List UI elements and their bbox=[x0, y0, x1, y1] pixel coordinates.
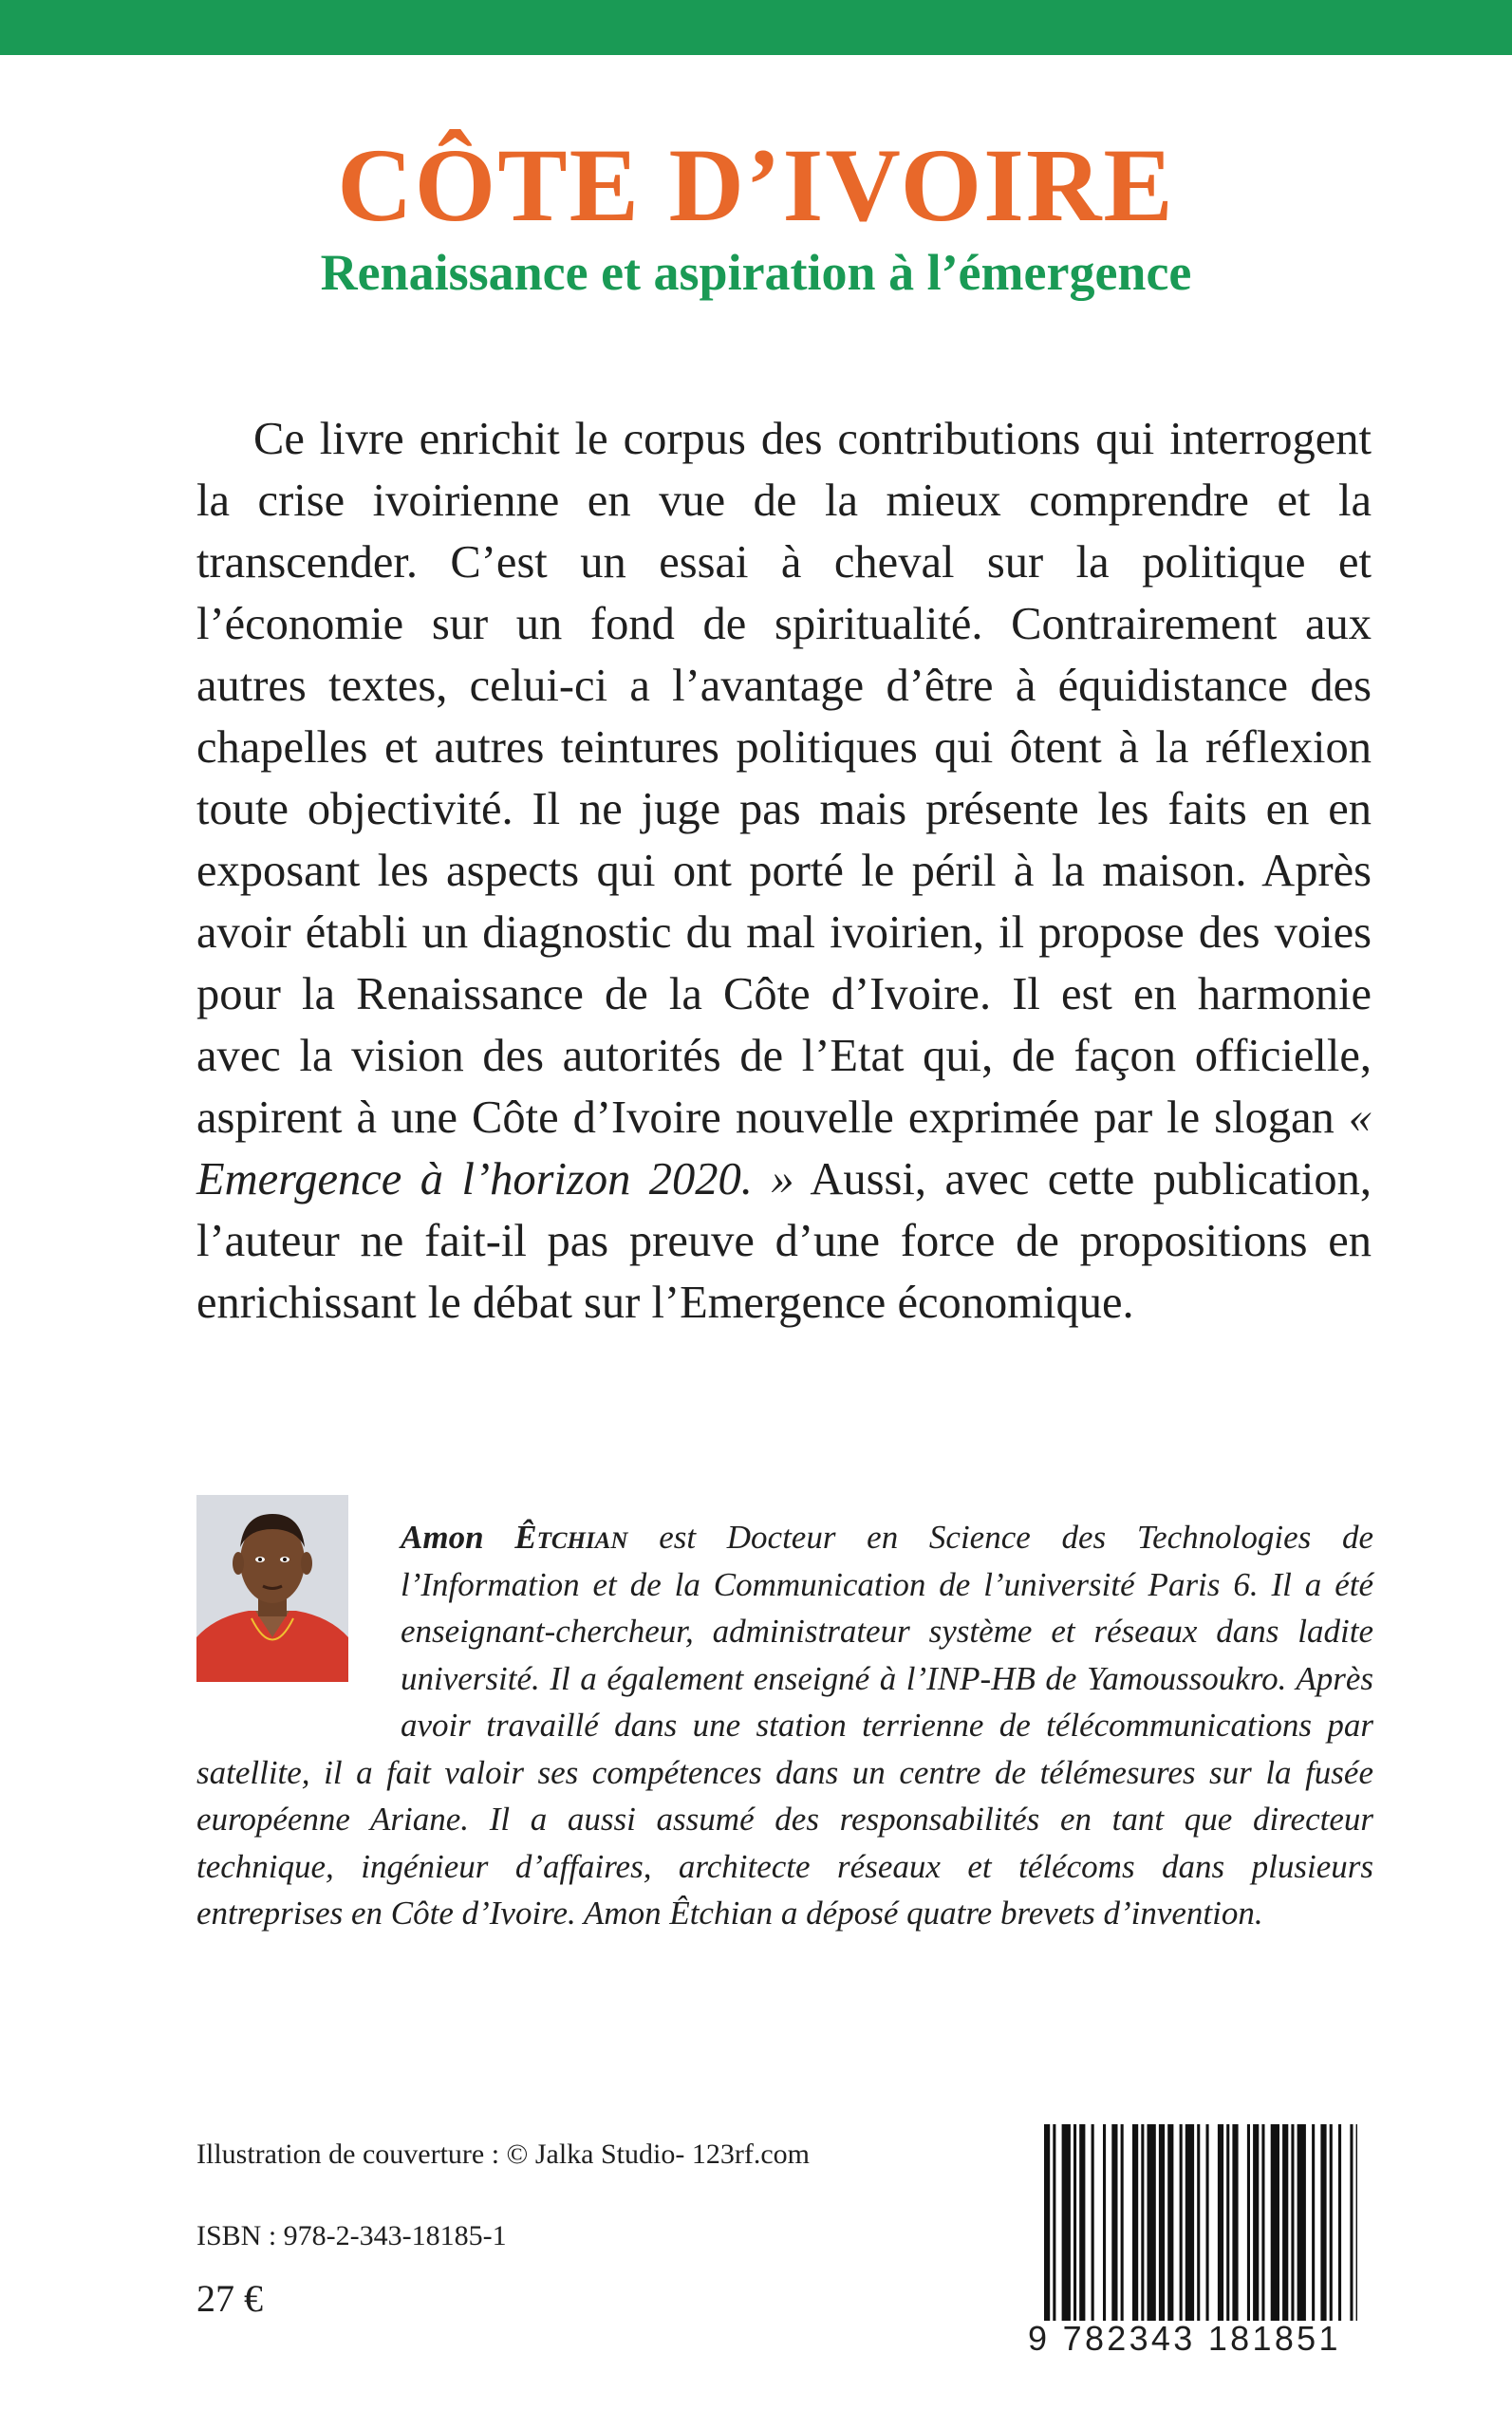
price: 27 € bbox=[196, 2277, 263, 2320]
author-bio bbox=[196, 1514, 1373, 1937]
isbn: ISBN : 978-2-343-18185-1 bbox=[196, 2220, 507, 2251]
cover-illustration-credit: Illustration de couverture : © Jalka Studio- 123rf.com bbox=[196, 2138, 810, 2170]
blurb-slogan: « Emergence à l’horizon 2020. » bbox=[196, 1092, 1372, 1204]
blurb-text-end: Aussi, avec cette publication, l’auteur ne fait-il pas preuve d’une force de propositions en enrichissant le débat sur l’Emergence économique. bbox=[196, 1154, 1372, 1328]
photo-spacer bbox=[196, 1514, 401, 1704]
book-title: CÔTE D’IVOIRE bbox=[337, 127, 1175, 243]
blurb-text: Ce livre enrichit le corpus des contributions qui interrogent la crise ivoirienne en vue de la mieux comprendre et la transcender. C’est un essai à cheval sur la politique et l’économie sur un fond de spiritualité. Contrairement aux autres textes, celui-ci a l’avantage d’être à équidistance des chapelles et autres teintures politiques qui ôtent à la réflexion toute objectivité. Il ne juge pas mais présente les faits en en exposant les aspects qui ont porté le péril à la maison. Après avoir établi un diagnostic du mal ivoirien, il propose des voies pour la Renaissance de la Côte d’Ivoire. Il est en harmonie avec la vision des autorités de l’Etat qui, de façon officielle, aspirent à une Côte d’Ivoire nouvelle exprimée par le slogan bbox=[196, 414, 1372, 1143]
author-first-name: Amon bbox=[401, 1519, 484, 1556]
back-cover-blurb bbox=[196, 408, 1372, 1334]
author-last-name: Êtchian bbox=[514, 1519, 628, 1556]
barcode bbox=[1044, 2124, 1357, 2321]
top-color-band bbox=[0, 0, 1512, 55]
barcode-digits: 9 782343 181851 bbox=[1028, 2319, 1341, 2358]
book-subtitle: Renaissance et aspiration à l’émergence bbox=[320, 244, 1192, 301]
author-bio-text: est Docteur en Science des Technologies de l’Information et de la Communication de l’université Paris 6. Il a été enseignant-chercheur, administrateur système et réseaux dans ladite université. Il a également enseigné à l’INP-HB de Yamoussoukro. Après avoir travaillé dans une station terrienne de télécommunications par satellite, il a fait valoir ses compétences dans un centre de télémesures sur la fusée européenne Ariane. Il a aussi assumé des responsabilités en tant que directeur technique, ingénieur d’affaires, architecte réseaux et télécoms dans plusieurs entreprises en Côte d’Ivoire. Amon Êtchian a déposé quatre brevets d’invention. bbox=[196, 1519, 1374, 1932]
